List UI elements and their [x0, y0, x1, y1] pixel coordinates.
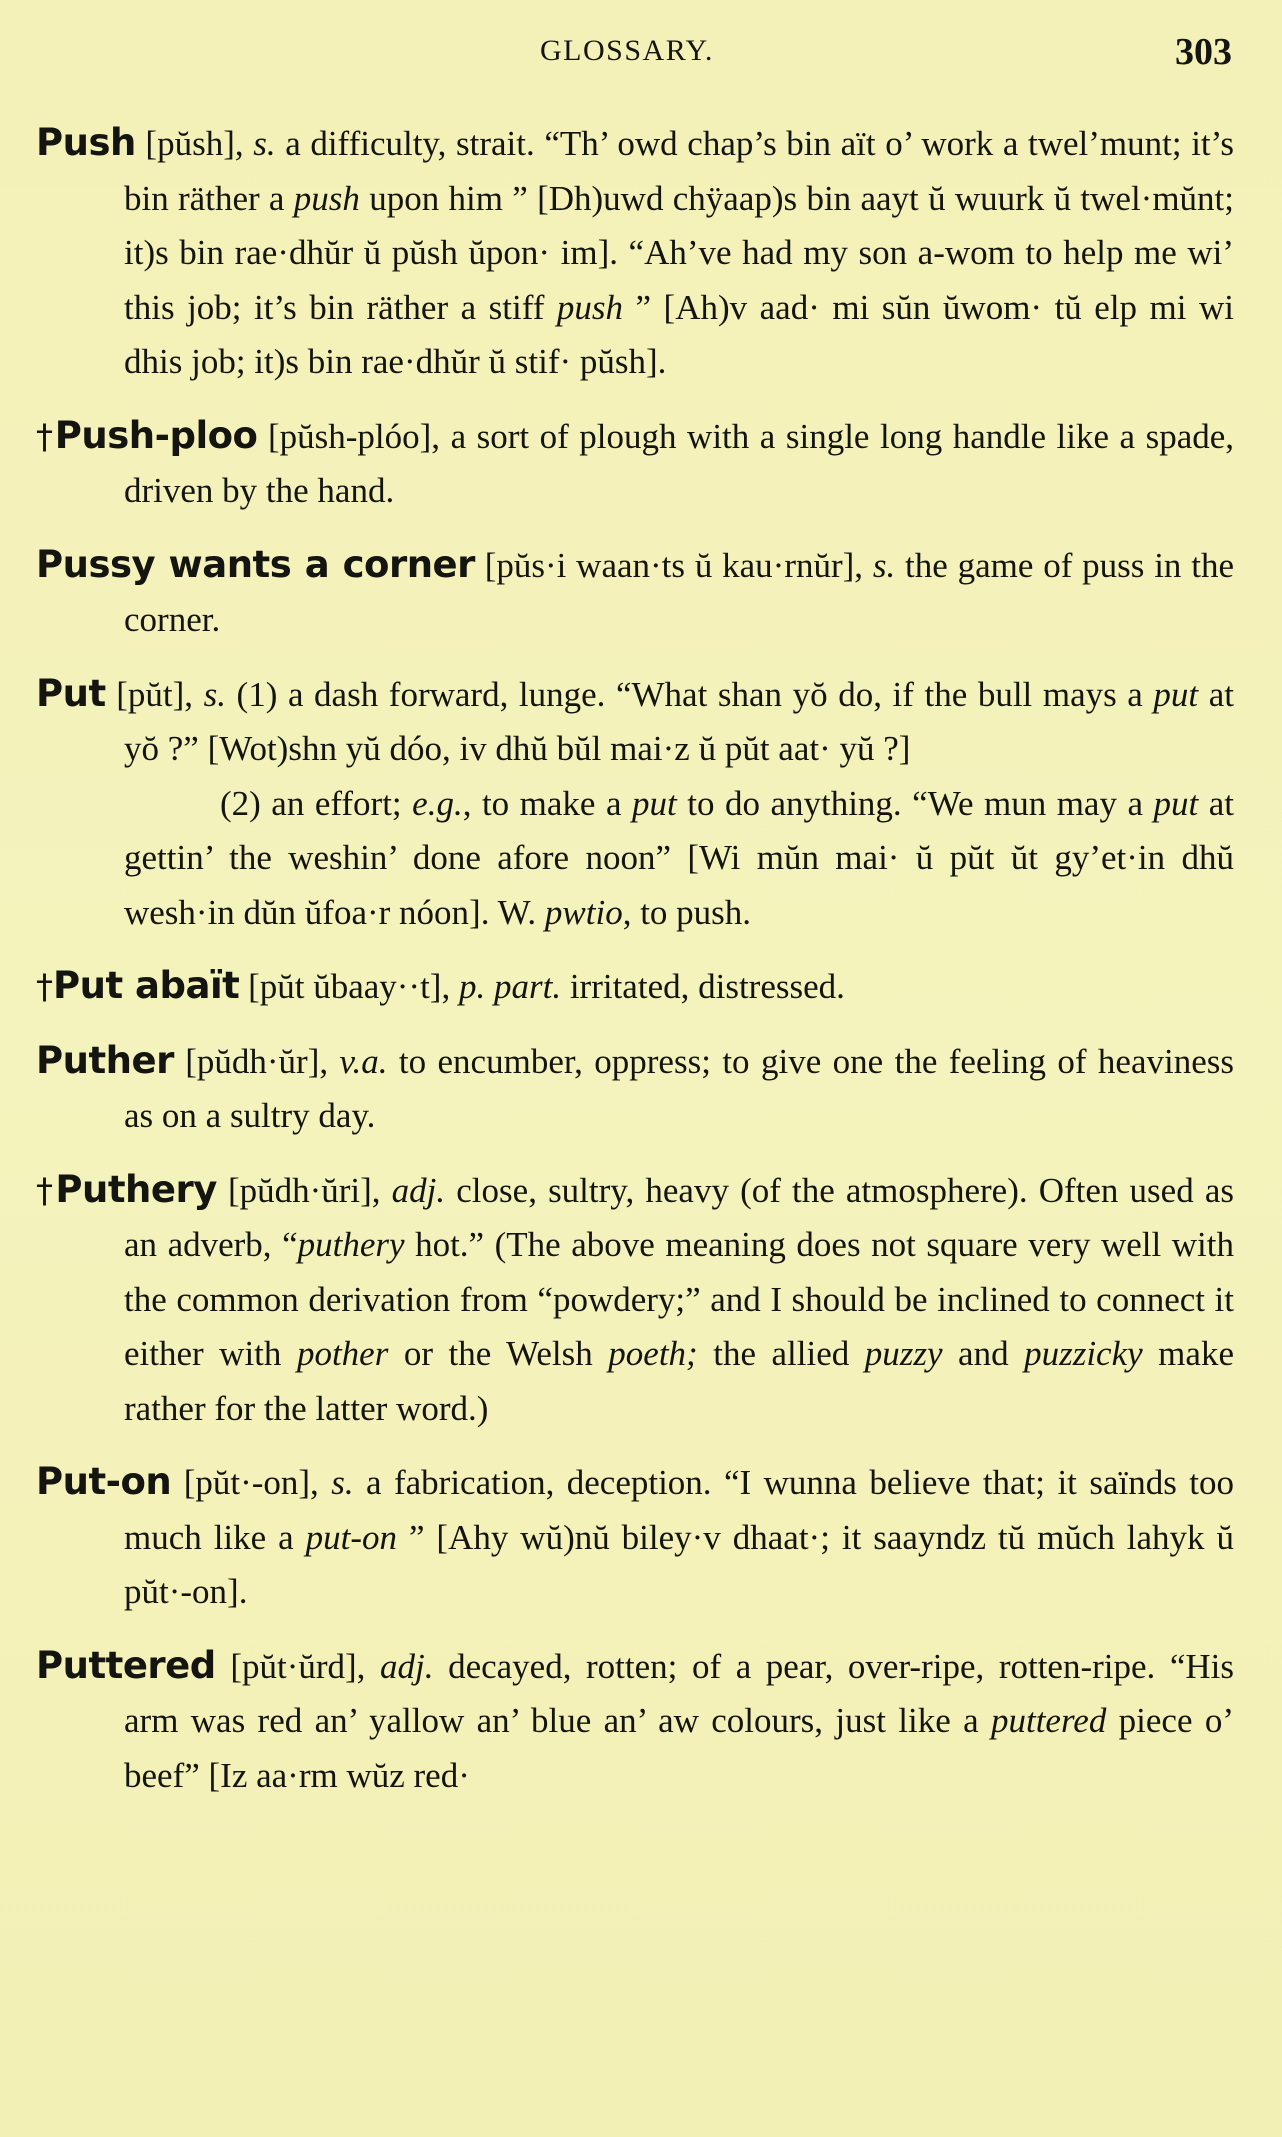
part-of-speech: s. — [203, 674, 226, 714]
part-of-speech: s. — [872, 545, 896, 585]
example-word: puzzicky — [1024, 1334, 1143, 1373]
entry-text: [pŭt ŭbaay··t], — [239, 967, 459, 1006]
welsh-word: poeth; — [608, 1334, 698, 1373]
entry-text: ” [Ahy wŭ)nŭ biley·v dhaat·; it saayndz tŭ mŭch lahyk ŭ pŭt·-on]. — [124, 1517, 1234, 1611]
example-word: put-on — [305, 1517, 397, 1557]
entry-text: [pŭsh], — [135, 124, 254, 163]
headword: Put — [36, 671, 106, 715]
entry-puthery — [36, 1163, 1234, 1437]
entry-text: [pŭt·-on], — [171, 1463, 332, 1502]
headword: Puther — [36, 1038, 174, 1082]
entry-text: the allied — [697, 1334, 865, 1373]
entry-text: hot.” (The above meaning does not square very well with the common derivation from “powdery;” and I should be inclined to connect it either with — [124, 1225, 1234, 1373]
entry-text: and — [942, 1334, 1025, 1373]
entry-text: , to make a — [462, 783, 632, 823]
entry-put-on — [36, 1455, 1234, 1620]
entry-put-abait — [36, 959, 1234, 1015]
entry-text: , to push. — [622, 892, 752, 932]
entry-text: [pŭdh·ŭri], — [216, 1170, 392, 1210]
sense-1 — [36, 667, 1234, 777]
dagger-mark: † — [36, 1170, 56, 1211]
headword: Pussy wants a corner — [36, 542, 475, 586]
glossary-entries — [36, 116, 1234, 1822]
entry-text: upon him ” [Dh)uwd chÿaap)s bin aayt ŭ wuurk ŭ twel·mŭnt; it)s bin rae·dhŭr ŭ pŭsh ŭpon· im]. “Ah’ve had my son a-wom to help me wi’ this job; it’s bin räther a stiff — [124, 178, 1234, 327]
dagger-mark: † — [36, 416, 55, 457]
entry-puther — [36, 1034, 1234, 1144]
headword: Put abaït — [53, 964, 240, 1007]
running-title: GLOSSARY. — [540, 34, 714, 67]
example-word: put — [1153, 674, 1199, 714]
entry-text: close, sultry, heavy (of the atmosphere). Often used as an adverb, “ — [124, 1170, 1234, 1264]
entry-text: at gettin’ the weshin’ done afore noon” [Wi mŭn mai· ŭ pŭt ŭt gy’et·in dhŭ wesh·in dŭn ŭfoa·r nóon]. W. — [124, 783, 1234, 932]
example-word: puttered — [990, 1701, 1107, 1740]
example-word: put — [1153, 783, 1199, 823]
entry-text: [pŭt·ŭrd], — [215, 1646, 381, 1686]
entry-text: piece o’ beef” [Iz aa·rm wŭz red· — [124, 1701, 1234, 1795]
example-word: pother — [296, 1334, 389, 1373]
page-number: 303 — [1175, 31, 1232, 73]
example-word: put — [632, 783, 677, 823]
headword: Push-ploo — [54, 413, 258, 457]
entry-text: [pŭsh-plóo], a sort of plough with a single long handle like a spade, driven by the hand. — [124, 416, 1235, 510]
part-of-speech: p. part. — [458, 967, 562, 1006]
entry-text: make rather for the latter word.) — [124, 1334, 1234, 1428]
part-of-speech: s. — [253, 124, 276, 163]
dagger-mark: † — [36, 967, 53, 1007]
headword: Puttered — [36, 1643, 216, 1687]
example-word: push — [556, 287, 624, 327]
example-word: puzzy — [864, 1334, 943, 1373]
entry-pussy-wants-a-corner — [36, 538, 1234, 648]
part-of-speech: v.a. — [339, 1041, 388, 1081]
entry-text: (1) a dash forward, lunge. “What shan yŏ do, if the bull mays a — [225, 674, 1154, 714]
entry-text: to encumber, oppress; to give one the feeling of heaviness as on a sultry day. — [124, 1041, 1234, 1135]
entry-text: or the Welsh — [388, 1334, 609, 1373]
entry-text: [pŭt], — [105, 674, 204, 714]
entry-text: (2) an effort; — [220, 783, 413, 823]
sense-2 — [124, 777, 1234, 941]
entry-text: irritated, distressed. — [561, 967, 845, 1006]
entry-text: at yŏ ?” [Wot)shn yŭ dóo, iv dhŭ bŭl mai·z ŭ pŭt aat· yŭ ?] — [124, 674, 1234, 768]
entry-text: to do anything. “We mun may a — [676, 783, 1154, 823]
entry-text: [pŭs·i waan·ts ŭ kau·rnŭr], — [474, 545, 873, 585]
entry-text: [pŭdh·ŭr], — [173, 1041, 340, 1081]
entry-puttered — [36, 1639, 1234, 1804]
entry-push — [36, 116, 1234, 390]
running-head — [0, 30, 1282, 80]
entry-text: ” [Ah)v aad· mi sŭn ŭwom· tŭ elp mi wi dhis job; it)s bin rae·dhŭr ŭ stif· pŭsh]. — [124, 287, 1234, 381]
entry-text: a fabrication, deception. “I wunna believe that; it saïnds too much like a — [124, 1463, 1234, 1557]
entry-push-ploo — [36, 409, 1234, 519]
part-of-speech: adj. — [380, 1646, 434, 1686]
entry-put — [36, 667, 1234, 941]
part-of-speech: adj. — [391, 1170, 446, 1210]
abbreviation: e.g. — [412, 783, 463, 823]
headword: Push — [36, 121, 136, 164]
welsh-word: pwtio — [544, 892, 623, 932]
part-of-speech: s. — [331, 1463, 354, 1502]
entry-text: the game of puss in the corner. — [124, 545, 1234, 639]
entry-text: decayed, rotten; of a pear, over-ripe, rotten-ripe. “His arm was red an’ yallow an’ blue an’ aw colours, just like a — [124, 1646, 1234, 1740]
entry-text: a difficulty, strait. “Th’ owd chap’s bin aït o’ work a twel’munt; it’s bin räther a — [124, 124, 1234, 218]
headword: Puthery — [55, 1167, 217, 1211]
example-word: push — [293, 178, 360, 218]
headword: Put-on — [36, 1460, 172, 1503]
example-word: puthery — [297, 1225, 405, 1264]
